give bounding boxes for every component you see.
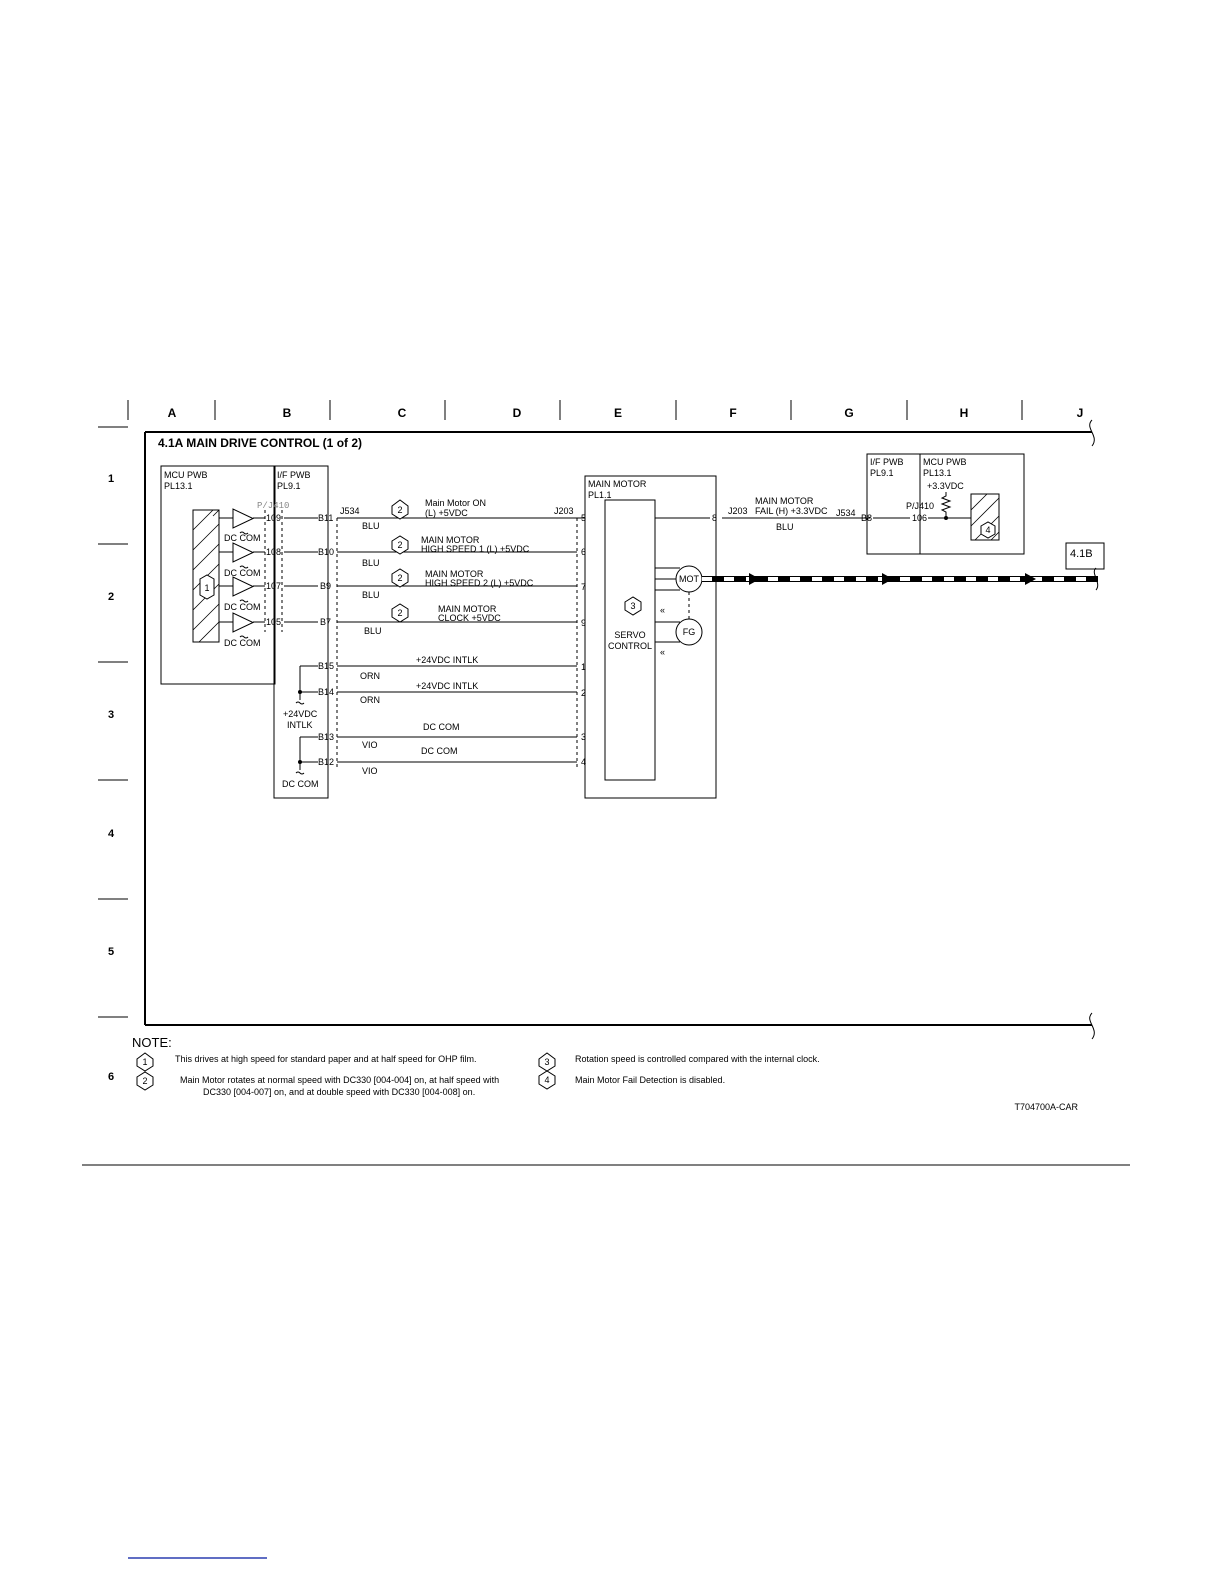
- mcu-pwb-block: [161, 466, 275, 684]
- note-marker: 1: [142, 1057, 148, 1067]
- column-label: C: [397, 406, 407, 420]
- power-label: DC COM: [421, 746, 458, 756]
- mcu-pin: 108: [266, 547, 282, 557]
- wire-color: ORN: [360, 695, 380, 705]
- note-text: Main Motor Fail Detection is disabled.: [575, 1075, 726, 1085]
- mcu-pwb-label: MCU PWB: [164, 470, 208, 480]
- row-label: 3: [107, 709, 115, 721]
- mcu-pin: 106: [912, 513, 928, 523]
- if-pin: B11: [318, 513, 334, 523]
- connector-pj410: P/J410: [906, 501, 935, 511]
- if-pwb-block: [257, 466, 334, 798]
- note-marker: 2: [397, 573, 403, 583]
- mcu-pwb-label: MCU PWB: [923, 457, 967, 467]
- intlk-label: +24VDC: [283, 709, 318, 719]
- page-title: 4.1A MAIN DRIVE CONTROL (1 of 2): [158, 436, 363, 450]
- main-motor-block: [585, 476, 716, 798]
- intlk-label: INTLK: [287, 720, 313, 730]
- signal-label: CLOCK +5VDC: [438, 613, 501, 623]
- column-label: B: [282, 406, 292, 420]
- servo-label: SERVO: [614, 630, 646, 640]
- connector-pj410: P/J410: [257, 501, 290, 511]
- svg-text:«: «: [660, 605, 666, 615]
- note-marker: 4: [985, 525, 991, 535]
- note-marker: 4: [544, 1075, 550, 1085]
- signal-label: Main Motor ON: [425, 498, 487, 508]
- j203-pin: 3: [581, 732, 587, 742]
- wire-color: BLU: [362, 521, 380, 531]
- wire-color: BLU: [362, 590, 380, 600]
- note-marker: 2: [142, 1076, 148, 1086]
- if-pin: B12: [318, 757, 335, 767]
- mcu-pin: 107: [266, 581, 282, 591]
- note-marker: 2: [397, 608, 403, 618]
- offpage-connector-4-1b[interactable]: [1066, 543, 1104, 569]
- harness: [337, 498, 586, 776]
- connector-j534: J534: [340, 506, 360, 516]
- row-label: 1: [107, 473, 115, 485]
- note-marker: 2: [397, 505, 403, 515]
- note-marker: 2: [397, 540, 403, 550]
- signal-label: MAIN MOTOR: [438, 604, 497, 614]
- offpage-label: 4.1B: [1070, 548, 1093, 560]
- j203-pin: 6: [581, 547, 587, 557]
- note-text: DC330 [004-007] on, and at double speed with DC330 [004-008] on.: [203, 1087, 476, 1097]
- column-label: D: [512, 406, 522, 420]
- if-pin: B9: [320, 581, 332, 591]
- column-label: A: [167, 406, 177, 420]
- servo-label: CONTROL: [607, 641, 653, 651]
- if-pwb-label: I/F PWB: [277, 470, 311, 480]
- if-pin: B10: [318, 547, 335, 557]
- note-marker: 3: [544, 1057, 550, 1067]
- connector-j534: J534: [836, 508, 856, 518]
- mot-label: MOT: [679, 574, 699, 584]
- signal-label: MAIN MOTOR: [421, 535, 480, 545]
- note-marker: 3: [630, 601, 636, 611]
- if-pwb-ref: PL9.1: [870, 468, 894, 478]
- j203-pin: 1: [581, 662, 587, 672]
- right-pwb-block: [861, 454, 1024, 554]
- main-motor-label: MAIN MOTOR: [588, 479, 647, 489]
- column-header: [128, 400, 1083, 420]
- mcu-pin: 109: [266, 513, 282, 523]
- dc-com-label: DC COM: [224, 602, 261, 612]
- notes-section: [132, 1035, 1078, 1112]
- signal-label: HIGH SPEED 1 (L) +5VDC: [421, 544, 530, 554]
- signal-label: MAIN MOTOR: [755, 496, 814, 506]
- mcu-pin: 105: [266, 617, 282, 627]
- power-label: +24VDC INTLK: [416, 681, 479, 691]
- mcu-pwb-ref: PL13.1: [923, 468, 952, 478]
- notes-heading: NOTE:: [132, 1035, 172, 1050]
- power-label: +24VDC INTLK: [416, 655, 479, 665]
- pullup-label: +3.3VDC: [927, 481, 964, 491]
- connector-j203: J203: [728, 506, 748, 516]
- fail-signal: [712, 496, 873, 532]
- signal-label: MAIN MOTOR: [425, 569, 484, 579]
- if-pin: B8: [861, 513, 873, 523]
- dc-com-label: DC COM: [224, 638, 261, 648]
- dc-com-label: DC COM: [282, 779, 319, 789]
- if-pin: B7: [320, 617, 332, 627]
- j203-pin: 4: [581, 757, 587, 767]
- row-label: 6: [107, 1071, 115, 1083]
- signal-label: FAIL (H) +3.3VDC: [755, 506, 828, 516]
- if-pwb-label: I/F PWB: [870, 457, 904, 467]
- power-label: DC COM: [423, 722, 460, 732]
- figure-id: T704700A-CAR: [1014, 1102, 1078, 1112]
- j203-pin: 7: [581, 582, 587, 592]
- j203-pin: 2: [581, 688, 587, 698]
- if-pin: B15: [318, 661, 335, 671]
- connector-j203: J203: [554, 506, 574, 516]
- note-text: Main Motor rotates at normal speed with DC330 [004-004] on, at half speed with: [180, 1075, 500, 1085]
- row-label: 5: [107, 946, 115, 958]
- if-pin: B13: [318, 732, 335, 742]
- row-label: 2: [107, 591, 115, 603]
- mcu-pwb-ref: PL13.1: [164, 481, 193, 491]
- column-label: H: [959, 406, 969, 420]
- wire-color: BLU: [364, 626, 382, 636]
- wire-color: VIO: [362, 766, 378, 776]
- j203-pin: 5: [581, 513, 587, 523]
- if-pin: B14: [318, 687, 335, 697]
- column-label: F: [729, 406, 737, 420]
- note-text: This drives at high speed for standard paper and at half speed for OHP film.: [175, 1054, 477, 1064]
- note-text: Rotation speed is controlled compared with the internal clock.: [575, 1054, 820, 1064]
- signal-label: HIGH SPEED 2 (L) +5VDC: [425, 578, 534, 588]
- wire-color: BLU: [362, 558, 380, 568]
- column-label: G: [844, 406, 854, 420]
- fg-label: FG: [682, 627, 696, 637]
- dc-com-label: DC COM: [224, 568, 261, 578]
- signal-label: (L) +5VDC: [425, 508, 468, 518]
- j203-pin: 8: [712, 513, 718, 523]
- row-label: 4: [107, 828, 115, 840]
- j203-pin: 9: [581, 618, 587, 628]
- main-motor-ref: PL1.1: [588, 490, 612, 500]
- column-label: J: [1076, 406, 1084, 420]
- column-label: E: [613, 406, 623, 420]
- svg-text:«: «: [660, 647, 666, 657]
- if-pwb-ref: PL9.1: [277, 481, 301, 491]
- note-marker: 1: [204, 583, 210, 593]
- dc-com-label: DC COM: [224, 533, 261, 543]
- wire-color: BLU: [776, 522, 794, 532]
- wire-color: ORN: [360, 671, 380, 681]
- row-header: [98, 427, 128, 1083]
- wire-color: VIO: [362, 740, 378, 750]
- drive-output-line: [702, 568, 1098, 590]
